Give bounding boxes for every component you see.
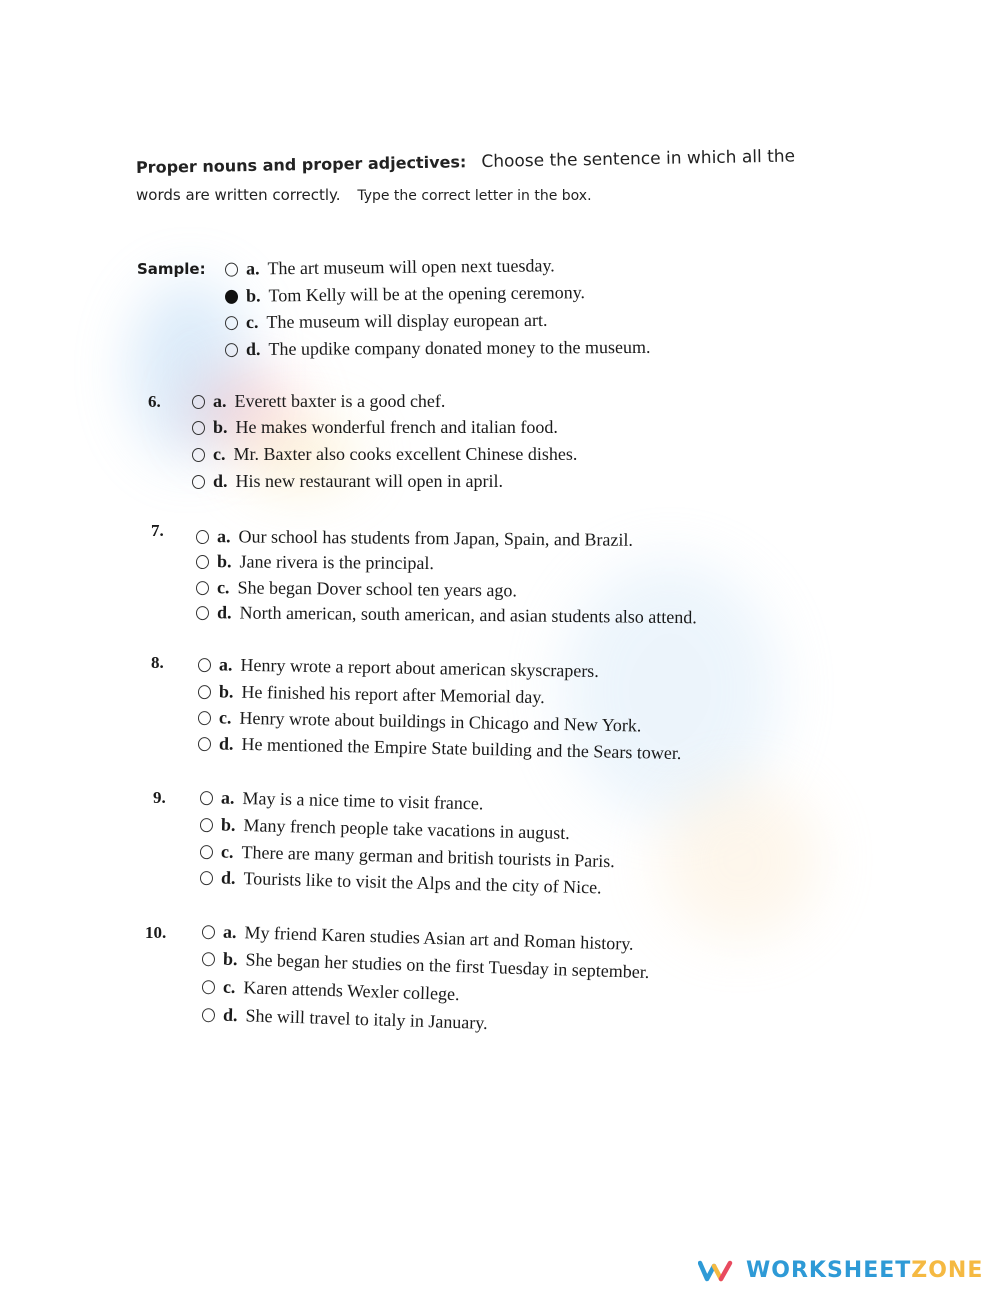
radio-empty-icon[interactable]	[225, 316, 238, 330]
option-d[interactable]	[198, 733, 682, 764]
option-letter: d.	[218, 733, 234, 754]
option-c[interactable]	[192, 444, 577, 465]
radio-empty-icon[interactable]	[198, 658, 211, 672]
option-text: Karen attends Wexler college.	[243, 977, 460, 1005]
radio-empty-icon[interactable]	[192, 448, 205, 462]
option-text: Jane rivera is the principal.	[239, 551, 435, 574]
option-letter: d.	[220, 867, 236, 888]
option-a[interactable]	[192, 391, 445, 412]
radio-empty-icon[interactable]	[196, 581, 209, 595]
watermark-blob	[560, 560, 780, 820]
option-letter: c.	[222, 976, 236, 998]
instruction-text: words are written correctly.	[136, 186, 341, 204]
radio-empty-icon[interactable]	[198, 685, 211, 699]
sample-option-c[interactable]	[225, 310, 548, 333]
option-letter: a.	[218, 654, 233, 675]
radio-empty-icon[interactable]	[200, 791, 213, 805]
option-b[interactable]	[198, 681, 545, 708]
radio-empty-icon[interactable]	[198, 711, 211, 725]
radio-empty-icon[interactable]	[202, 980, 215, 994]
option-text: Many french people take vacations in august.	[243, 815, 571, 844]
option-text: Henry wrote about buildings in Chicago and New York.	[239, 707, 642, 736]
option-letter: a.	[220, 787, 235, 808]
option-letter: c.	[218, 707, 232, 728]
option-text: He finished his report after Memorial day.	[241, 681, 545, 708]
worksheetzone-w-icon	[698, 1260, 734, 1282]
option-letter: d.	[213, 471, 228, 491]
option-letter: b.	[245, 285, 261, 306]
option-b[interactable]	[192, 417, 558, 438]
option-d[interactable]	[200, 867, 602, 899]
worksheetzone-logo[interactable]	[698, 1258, 983, 1283]
option-letter: b.	[220, 814, 236, 835]
worksheet-title: Proper nouns and proper adjectives:	[135, 152, 467, 177]
option-text: His new restaurant will open in april.	[235, 471, 503, 491]
option-text: He makes wonderful french and italian food.	[235, 417, 558, 437]
question-number: 6.	[148, 392, 161, 411]
option-text: There are many german and british tourists in Paris.	[241, 842, 616, 872]
radio-empty-icon[interactable]	[202, 1008, 215, 1022]
option-text: Everett baxter is a good chef.	[234, 391, 446, 411]
radio-empty-icon[interactable]	[192, 475, 205, 489]
option-text: She will travel to italy in January.	[245, 1005, 488, 1033]
option-text: May is a nice time to visit france.	[242, 787, 484, 814]
radio-filled-icon[interactable]	[225, 289, 238, 303]
option-letter: c.	[220, 841, 234, 862]
sample-label: Sample:	[137, 260, 206, 278]
watermark-blob	[660, 780, 820, 940]
radio-empty-icon[interactable]	[202, 925, 215, 939]
worksheet-header	[135, 146, 856, 204]
question-number: 10.	[145, 923, 167, 942]
option-letter: c.	[216, 577, 230, 598]
radio-empty-icon[interactable]	[198, 737, 211, 751]
option-text: Tourists like to visit the Alps and the city of Nice.	[243, 868, 602, 898]
option-text: The updike company donated money to the museum.	[268, 336, 651, 359]
option-letter: a.	[245, 258, 260, 279]
sample-option-d[interactable]	[225, 337, 651, 360]
radio-empty-icon[interactable]	[192, 395, 205, 409]
option-d[interactable]	[202, 1004, 488, 1034]
option-letter: b.	[216, 551, 232, 572]
option-letter: a.	[216, 526, 231, 547]
instruction-text: Choose the sentence in which all the	[481, 146, 796, 172]
option-text: The museum will display european art.	[266, 309, 548, 332]
option-letter: c.	[213, 444, 226, 464]
sample-option-b[interactable]	[225, 282, 585, 307]
option-b[interactable]	[196, 551, 434, 574]
option-text: Our school has students from Japan, Spain, and Brazil.	[238, 526, 634, 550]
option-letter: b.	[218, 681, 234, 702]
option-text: My friend Karen studies Asian art and Roman history.	[244, 922, 634, 954]
option-text: The art museum will open next tuesday.	[267, 255, 555, 279]
radio-empty-icon[interactable]	[200, 818, 213, 832]
option-letter: a.	[213, 391, 227, 411]
option-a[interactable]	[196, 526, 633, 551]
option-a[interactable]	[198, 654, 599, 682]
radio-empty-icon[interactable]	[196, 606, 209, 620]
option-letter: a.	[222, 921, 237, 943]
question-number: 9.	[153, 788, 166, 807]
option-c[interactable]	[198, 707, 642, 737]
option-text: Mr. Baxter also cooks excellent Chinese dishes.	[233, 444, 578, 464]
radio-empty-icon[interactable]	[196, 555, 209, 569]
radio-empty-icon[interactable]	[225, 343, 238, 357]
option-letter: b.	[222, 948, 238, 970]
radio-empty-icon[interactable]	[192, 421, 205, 435]
question-number: 7.	[151, 521, 164, 540]
option-text: North american, south american, and asian students also attend.	[239, 602, 697, 628]
option-letter: d.	[222, 1004, 238, 1026]
brand-text-worksheet: WORKSHEET	[746, 1258, 912, 1283]
sample-option-a[interactable]	[225, 255, 555, 279]
question-number: 8.	[151, 653, 164, 672]
option-a[interactable]	[200, 787, 484, 814]
instruction-type-text: Type the correct letter in the box.	[357, 188, 592, 204]
option-c[interactable]	[202, 976, 460, 1005]
option-text: She began Dover school ten years ago.	[237, 577, 518, 601]
option-letter: c.	[245, 311, 259, 332]
option-d[interactable]	[196, 602, 697, 628]
option-letter: d.	[216, 602, 232, 623]
radio-empty-icon[interactable]	[200, 845, 213, 859]
option-letter: d.	[245, 338, 261, 360]
option-text: He mentioned the Empire State building and the Sears tower.	[241, 733, 682, 764]
radio-empty-icon[interactable]	[196, 530, 209, 544]
option-d[interactable]	[192, 471, 503, 492]
radio-empty-icon[interactable]	[202, 952, 215, 966]
radio-empty-icon[interactable]	[200, 871, 213, 885]
option-text: She began her studies on the first Tuesday in september.	[245, 949, 650, 983]
option-b[interactable]	[200, 814, 570, 844]
radio-empty-icon[interactable]	[225, 262, 238, 276]
option-text: Henry wrote a report about american skyscrapers.	[240, 654, 599, 681]
brand-text-zone: ZONE	[911, 1258, 984, 1283]
option-c[interactable]	[200, 841, 615, 872]
option-letter: b.	[213, 417, 228, 437]
option-c[interactable]	[196, 577, 517, 601]
option-text: Tom Kelly will be at the opening ceremony.	[268, 282, 586, 306]
